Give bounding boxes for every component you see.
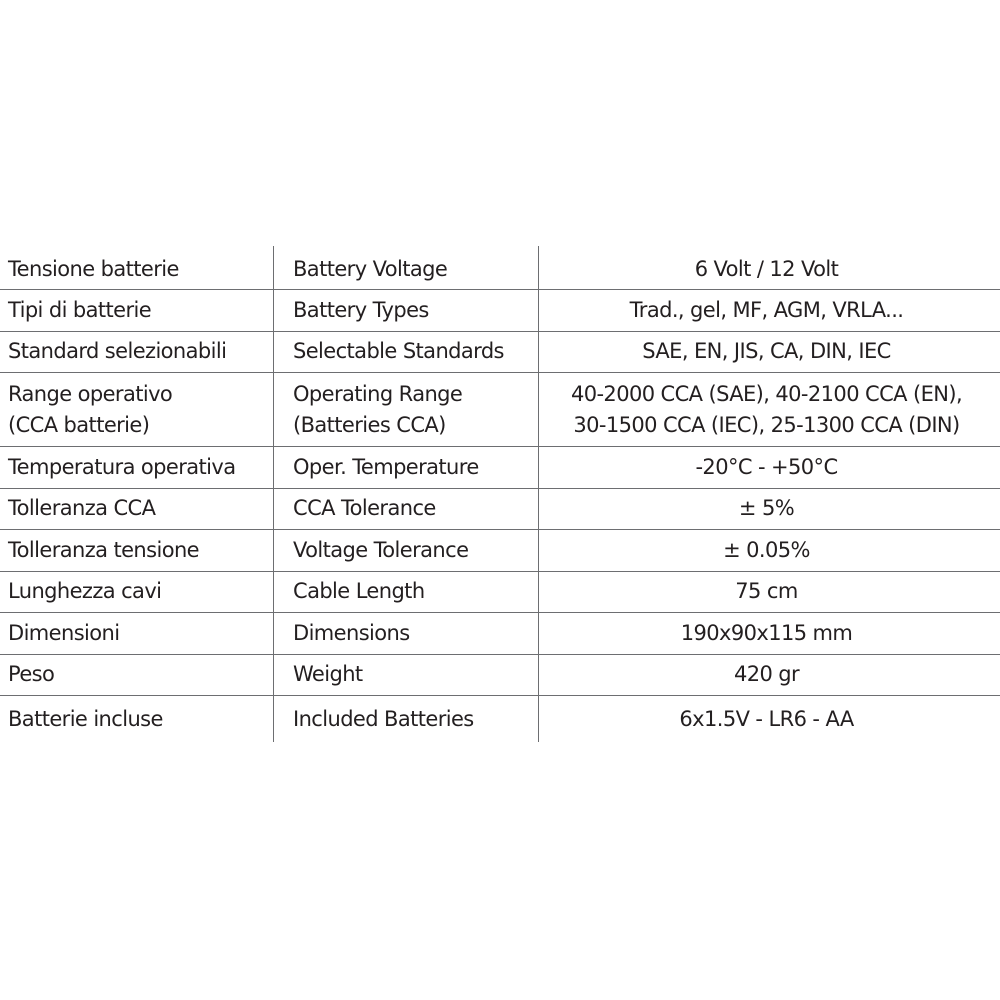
english-label: Cable Length xyxy=(274,572,539,613)
table-row xyxy=(0,489,1000,531)
italian-label: Tolleranza tensione xyxy=(0,530,274,571)
italian-label: Dimensioni xyxy=(0,613,274,654)
italian-label: Standard selezionabili xyxy=(0,332,274,373)
table-row xyxy=(0,613,1000,655)
spec-value: 6x1.5V - LR6 - AA xyxy=(679,706,854,731)
table-row xyxy=(0,655,1000,697)
spec-value: 190x90x115 mm xyxy=(680,620,853,645)
table-row xyxy=(0,290,1000,332)
spec-value: ± 5% xyxy=(738,496,795,521)
spec-value: ± 0.05% xyxy=(723,537,810,562)
table-row xyxy=(0,373,1000,447)
english-label: Weight xyxy=(274,655,539,696)
table-row xyxy=(0,246,1000,290)
english-label-line2: (Batteries CCA) xyxy=(293,412,446,437)
english-label xyxy=(274,373,539,446)
spec-value xyxy=(539,373,1000,446)
table-row xyxy=(0,572,1000,614)
english-label: CCA Tolerance xyxy=(274,489,539,530)
english-label: Dimensions xyxy=(274,613,539,654)
table-row xyxy=(0,332,1000,374)
italian-label: Lunghezza cavi xyxy=(0,572,274,613)
italian-label: Temperatura operativa xyxy=(0,447,274,488)
italian-label: Batterie incluse xyxy=(0,696,274,742)
english-label: Oper. Temperature xyxy=(274,447,539,488)
spec-value-line2: 30-1500 CCA (IEC), 25-1300 CCA (DIN) xyxy=(573,412,960,437)
english-label: Included Batteries xyxy=(274,696,539,742)
spec-value: SAE, EN, JIS, CA, DIN, IEC xyxy=(642,339,891,364)
english-label: Battery Types xyxy=(274,290,539,331)
spec-value: 75 cm xyxy=(735,579,798,604)
spec-table xyxy=(0,246,1000,742)
spec-value: 6 Volt / 12 Volt xyxy=(694,257,839,281)
italian-label xyxy=(0,373,274,446)
spec-value: -20°C - +50°C xyxy=(695,454,838,479)
spec-value-line1: 40-2000 CCA (SAE), 40-2100 CCA (EN), xyxy=(570,381,963,406)
english-label: Selectable Standards xyxy=(274,332,539,373)
table-row xyxy=(0,447,1000,489)
italian-label-line1: Range operativo xyxy=(8,381,173,406)
italian-label: Tensione batterie xyxy=(0,246,274,289)
italian-label-line2: (CCA batterie) xyxy=(8,412,150,437)
italian-label: Tipi di batterie xyxy=(0,290,274,331)
english-label-line1: Operating Range xyxy=(293,381,463,406)
english-label: Voltage Tolerance xyxy=(274,530,539,571)
italian-label: Peso xyxy=(0,655,274,696)
spec-value: Trad., gel, MF, AGM, VRLA... xyxy=(629,297,904,322)
italian-label: Tolleranza CCA xyxy=(0,489,274,530)
english-label: Battery Voltage xyxy=(274,246,539,289)
table-row xyxy=(0,696,1000,742)
table-row xyxy=(0,530,1000,572)
spec-value: 420 gr xyxy=(733,662,800,687)
